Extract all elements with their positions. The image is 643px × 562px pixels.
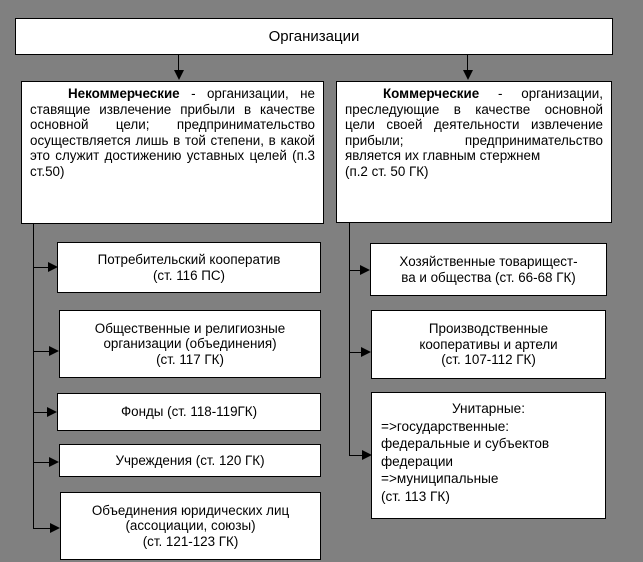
arrow-down-icon [463, 70, 473, 80]
noncommercial-child-consumer-coop [57, 242, 321, 293]
commercial-child-unitary [371, 392, 606, 519]
unitary-line: федерации [381, 453, 454, 469]
child-text: организации (объединения) [103, 336, 277, 352]
commercial-ref: (п.2 ст. 50 ГК) [345, 163, 429, 179]
root-box-organizations [15, 18, 613, 55]
child-text: кооперативы и артели [419, 336, 558, 352]
noncommercial-description: - организации, не ставящие извлечение прибыли в качестве основной цели; предпринимательство осуществляется лишь в той степени, в какой это служит достижению уставных целей (п.3 ст.50) [30, 86, 315, 179]
noncommercial-child-public-religious [59, 310, 321, 378]
child-text: Фонды (ст. 118-119ГК) [120, 404, 258, 420]
unitary-line: =>муниципальные [381, 471, 499, 486]
child-text: Хозяйственные товарищест- [399, 253, 578, 269]
arrow-down-icon [174, 70, 184, 80]
child-ref: (ст. 107-112 ГК) [441, 352, 536, 368]
child-text: (ассоциации, союзы) [125, 518, 256, 534]
noncommercial-box [21, 81, 324, 224]
unitary-line: федеральные и субъектов [381, 436, 550, 451]
commercial-box [336, 81, 612, 223]
unitary-ref: (ст. 113 ГК) [381, 488, 450, 504]
noncommercial-child-associations [60, 492, 321, 560]
commercial-description: - организации, преследующие в качестве основной цели своей деятельности извлечение прибыли; предпринимательство является их главным стержнем [345, 86, 603, 164]
noncommercial-title: Некоммерческие [68, 86, 180, 101]
arrow-right-icon [50, 523, 60, 533]
child-text: Производственные [428, 321, 549, 337]
branch-line [33, 267, 49, 268]
child-ref: (ст. 121-123 ГК) [142, 533, 239, 549]
noncommercial-child-institutions [59, 444, 321, 477]
arrow-right-icon [47, 407, 57, 417]
commercial-title: Коммерческие [383, 86, 480, 101]
arrow-right-icon [49, 457, 59, 467]
child-text: Общественные и религиозные [94, 320, 286, 336]
arrow-right-icon [49, 346, 59, 356]
branch-line [33, 412, 48, 413]
noncommercial-child-funds [57, 393, 321, 431]
unitary-line: =>государственные: [381, 418, 510, 434]
commercial-child-business-partnerships [370, 243, 607, 296]
child-ref: (ст. 116 ПС) [152, 267, 226, 283]
branch-line [33, 528, 51, 529]
commercial-child-production-coops [371, 310, 606, 379]
arrow-right-icon [361, 347, 371, 357]
arrow-right-icon [360, 265, 370, 275]
child-text: Потребительский кооператив [97, 251, 281, 267]
child-text: ва и общества (ст. 66-68 ГК) [401, 269, 576, 285]
noncommercial-trunk-line [33, 224, 34, 529]
child-ref: (ст. 117 ГК) [156, 351, 224, 367]
branch-line [33, 351, 50, 352]
commercial-trunk-line [349, 223, 350, 455]
branch-line [349, 455, 363, 456]
child-text: Объединения юридических лиц [91, 502, 290, 518]
child-text: Учреждения (ст. 120 ГК) [115, 452, 265, 468]
branch-line [33, 462, 50, 463]
root-label: Организации [268, 27, 360, 45]
unitary-title: Унитарные: [452, 401, 525, 416]
